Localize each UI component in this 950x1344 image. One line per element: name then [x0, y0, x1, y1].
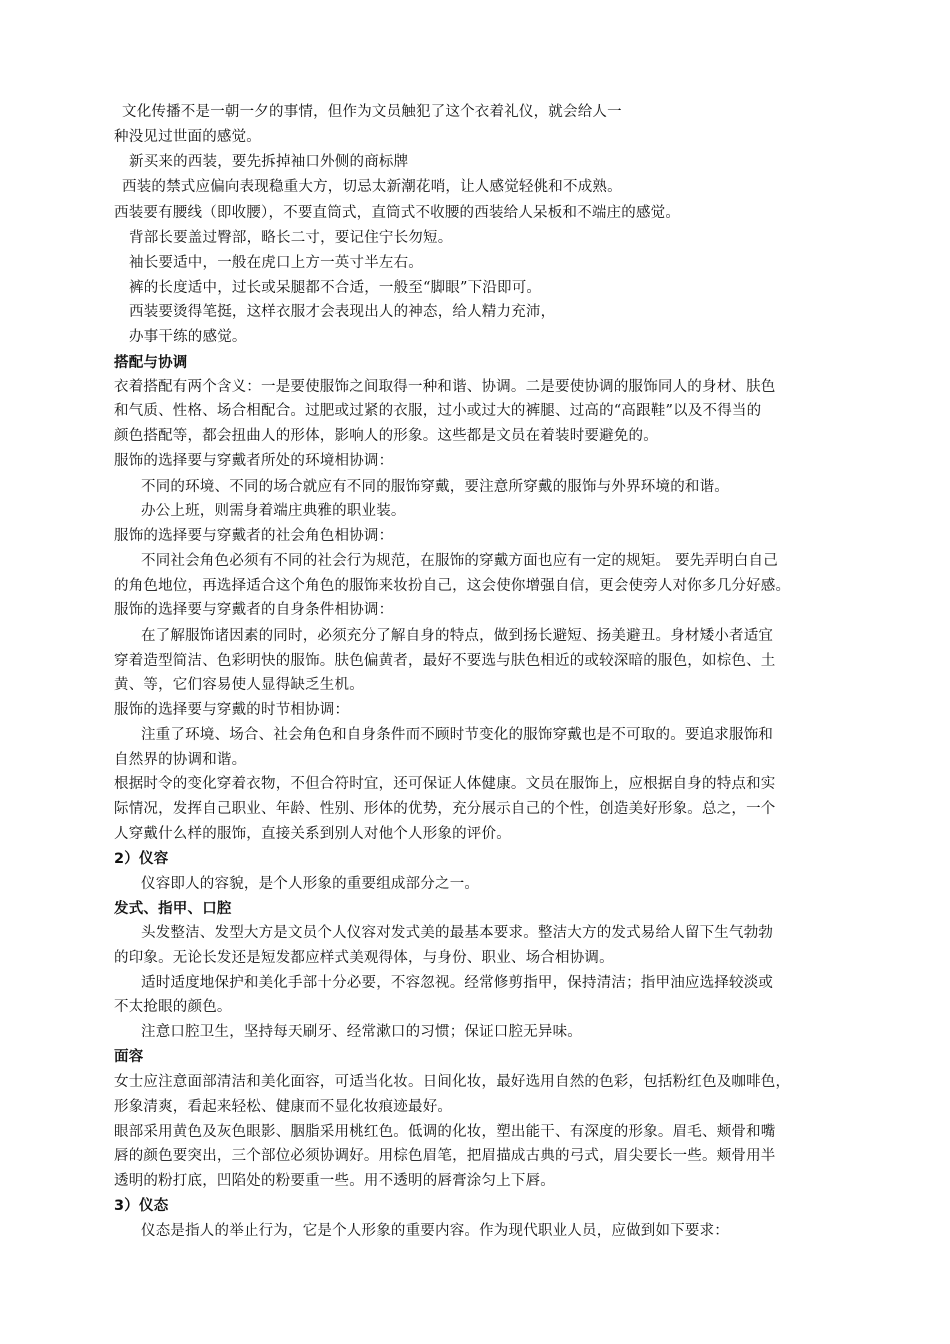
paragraph-line: 服饰的选择要与穿戴者的社会角色相协调： — [114, 528, 394, 544]
paragraph-line: 服饰的选择要与穿戴者所处的环境相协调： — [114, 453, 394, 469]
paragraph-line: 文化传播不是一朝一夕的事情，但作为文员触犯了这个衣着礼仪，就会给人一 — [122, 104, 622, 120]
paragraph-line: 新买来的西装，要先拆掉袖口外侧的商标牌 — [129, 154, 409, 170]
paragraph-line: 的印象。无论长发还是短发都应样式美观得体，与身份、职业、场合相协调。 — [114, 950, 614, 966]
paragraph-line: 唇的颜色要突出，三个部位必须协调好。用棕色眉笔，把眉描成古典的弓式，眉尖要长一些。颊骨用半 — [114, 1148, 776, 1164]
paragraph-line: 穿着造型简洁、色彩明快的服饰。肤色偏黄者，最好不要选与肤色相近的或较深暗的服色，如棕色、土 — [114, 653, 776, 669]
paragraph-line: 注意口腔卫生，坚持每天刷牙、经常漱口的习惯；保证口腔无异味。 — [141, 1024, 582, 1040]
paragraph-line: 西装要有腰线（即收腰），不要直筒式，直筒式不收腰的西装给人呆板和不端庄的感觉。 — [114, 205, 681, 221]
section-heading: 3）仪态 — [114, 1198, 169, 1214]
paragraph-line: 际情况，发挥自己职业、年龄、性别、形体的优势，充分展示自己的个性，创造美好形象。总之，一个 — [114, 801, 776, 817]
paragraph-line: 办事干练的感觉。 — [129, 329, 247, 345]
paragraph-line: 仪态是指人的举止行为，它是个人形象的重要内容。作为现代职业人员，应做到如下要求： — [141, 1223, 729, 1239]
paragraph-line: 在了解服饰诸因素的同时，必须充分了解自身的特点，做到扬长避短、扬美避丑。身材矮小者适宜 — [141, 628, 774, 644]
paragraph-line: 眼部采用黄色及灰色眼影、胭脂采用桃红色。低调的化妆，塑出能干、有深度的形象。眉毛、颊骨和嘴 — [114, 1124, 776, 1140]
paragraph-line: 不同的环境、不同的场合就应有不同的服饰穿戴，要注意所穿戴的服饰与外界环境的和谐。 — [141, 479, 729, 495]
section-heading: 发式、指甲、口腔 — [114, 901, 232, 917]
section-heading: 2）仪容 — [114, 851, 169, 867]
paragraph-line: 自然界的协调和谐。 — [114, 752, 247, 768]
paragraph-line: 不同社会角色必须有不同的社会行为规范，在服饰的穿戴方面也应有一定的规矩。 要先弄明白自己 — [141, 553, 778, 569]
paragraph-line: 黄、等，它们容易使人显得缺乏生机。 — [114, 677, 364, 693]
paragraph-line: 种没见过世面的感觉。 — [114, 129, 261, 145]
section-heading: 面容 — [114, 1049, 144, 1065]
paragraph-line: 西装要烫得笔挺，这样衣服才会表现出人的神态，给人精力充沛， — [129, 304, 556, 320]
paragraph-line: 服饰的选择要与穿戴的时节相协调： — [114, 702, 350, 718]
paragraph-line: 背部长要盖过臀部，略长二寸，要记住宁长勿短。 — [129, 230, 453, 246]
paragraph-line: 注重了环境、场合、社会角色和自身条件而不顾时节变化的服饰穿戴也是不可取的。要追求服饰和 — [141, 727, 774, 743]
paragraph-line: 的角色地位，再选择适合这个角色的服饰来妆扮自己，这会使你增强自信，更会使旁人对你多几分好感。 — [114, 578, 791, 594]
paragraph-line: 和气质、性格、场合相配合。过肥或过紧的衣服，过小或过大的裤腿、过高的“高跟鞋”以及不得当的 — [114, 403, 762, 419]
paragraph-line: 西装的禁式应偏向表现稳重大方，切忌太新潮花哨，让人感觉轻佻和不成熟。 — [122, 179, 622, 195]
paragraph-line: 袖长要适中，一般在虎口上方一英寸半左右。 — [129, 255, 423, 271]
paragraph-line: 透明的粉打底，凹陷处的粉要重一些。用不透明的唇膏涂匀上下唇。 — [114, 1173, 555, 1189]
paragraph-line: 不太抢眼的颜色。 — [114, 999, 232, 1015]
paragraph-line: 衣着搭配有两个含义：一是要使服饰之间取得一种和谐、协调。二是要使协调的服饰同人的身材、肤色 — [114, 379, 776, 395]
paragraph-line: 裤的长度适中，过长或呆腿都不合适，一般至“脚眼”下沿即可。 — [129, 280, 542, 296]
paragraph-line: 适时适度地保护和美化手部十分必要，不容忽视。经常修剪指甲，保持清洁；指甲油应选择较淡或 — [141, 975, 774, 991]
paragraph-line: 服饰的选择要与穿戴者的自身条件相协调： — [114, 602, 394, 618]
paragraph-line: 形象清爽，看起来轻松、健康而不显化妆痕迹最好。 — [114, 1099, 453, 1115]
paragraph-line: 人穿戴什么样的服饰，直接关系到别人对他个人形象的评价。 — [114, 826, 511, 842]
paragraph-line: 办公上班，则需身着端庄典雅的职业装。 — [141, 503, 406, 519]
paragraph-line: 颜色搭配等，都会扭曲人的形体，影响人的形象。这些都是文员在着装时要避免的。 — [114, 428, 658, 444]
paragraph-line: 头发整洁、发型大方是文员个人仪容对发式美的最基本要求。整洁大方的发式易给人留下生气勃勃 — [141, 925, 774, 941]
paragraph-line: 女士应注意面部清洁和美化面容，可适当化妆。日间化妆，最好选用自然的色彩，包括粉红色及咖啡色， — [114, 1074, 791, 1090]
section-heading: 搭配与协调 — [114, 355, 188, 371]
paragraph-line: 根据时令的变化穿着衣物，不但合符时宜，还可保证人体健康。文员在服饰上，应根据自身的特点和实 — [114, 776, 776, 792]
paragraph-line: 仪容即人的容貌，是个人形象的重要组成部分之一。 — [141, 876, 480, 892]
